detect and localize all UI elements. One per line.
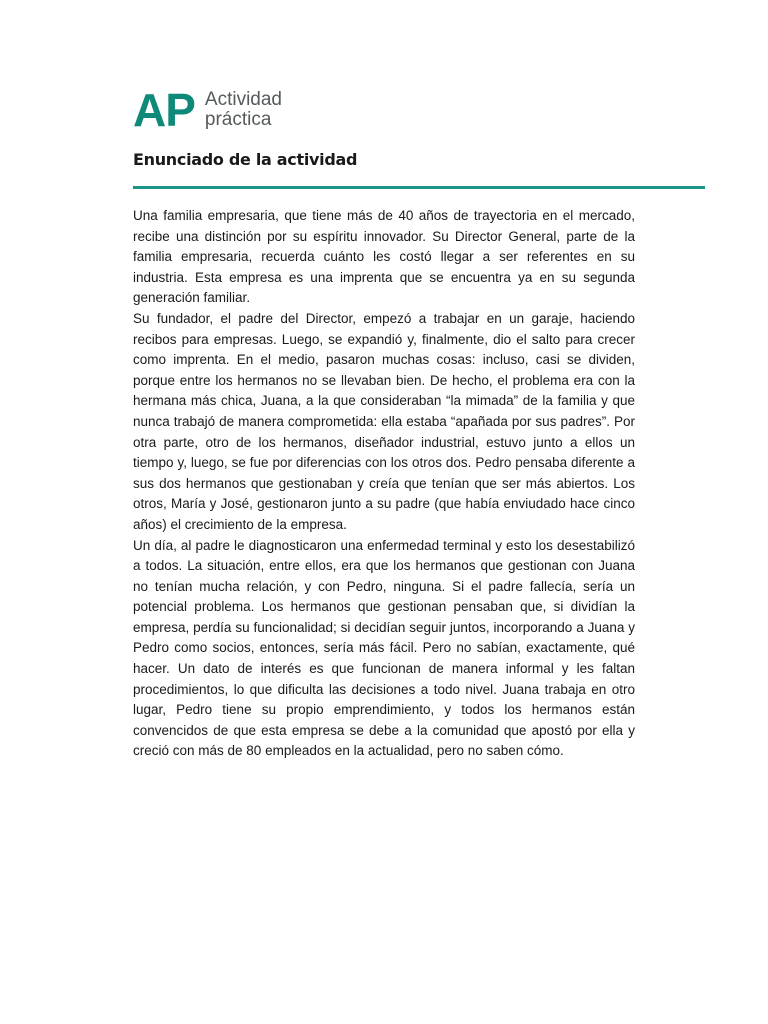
paragraph-1: Una familia empresaria, que tiene más de 40 años de trayectoria en el mercado, recibe una distinción por su espíritu innovador. Su Director General, parte de la familia empresaria, recuerda cuánto les costó llegar a ser referentes en su industria. Esta empresa es una imprenta que se encuentra ya en su segunda generación familiar. bbox=[133, 208, 635, 306]
page-title: Enunciado de la actividad bbox=[133, 150, 358, 169]
logo-text bbox=[205, 90, 282, 130]
logo-text-line1: Actividad bbox=[204, 89, 283, 110]
paragraph-3: Un día, al padre le diagnosticaron una enfermedad terminal y esto los desestabilizó a todos. La situación, entre ellos, era que los hermanos que gestionan con Juana no tenían mucha relación, y con Pedro, ninguna. Si el padre fallecía, sería un potencial problema. Los hermanos que gestionan pensaban que, si dividían la empresa, perdía su funcionalidad; si decidían seguir juntos, incorporando a Juana y Pedro como socios, entonces, sería más fácil. Pero no sabían, exactamente, qué hacer. Un dato de interés es que funcionan de manera informal y les faltan procedimientos, lo que dificulta las decisiones a todo nivel. Juana trabaja en otro lugar, Pedro tiene su propio emprendimiento, y todos los hermanos están convencidos de que esta empresa se debe a la comunidad que apostó por ella y creció con más de 80 empleados en la actualidad, pero no saben cómo. bbox=[133, 537, 635, 759]
divider-line bbox=[133, 186, 705, 189]
activity-statement bbox=[133, 206, 635, 762]
logo-text-line2: práctica bbox=[204, 109, 272, 130]
activity-logo bbox=[133, 86, 282, 134]
paragraph-2: Su fundador, el padre del Director, empezó a trabajar en un garaje, haciendo recibos para empresas. Luego, se expandió y, finalmente, dio el salto para crecer como imprenta. En el medio, pasaron muchas cosas: incluso, casi se dividen, porque entre los hermanos no se llevaban bien. De hecho, el problema era con la hermana más chica, Juana, a la que consideraban “la mimada” de la familia y que nunca trabajó de manera comprometida: ella estaba “apañada por sus padres”. Por otra parte, otro de los hermanos, diseñador industrial, estuvo junto a ellos un tiempo y, luego, se fue por diferencias con los otros dos. Pedro pensaba diferente a sus dos hermanos que gestionaban y creía que tenían que ser más abiertos. Los otros, María y José, gestionaron junto a su padre (que había enviudado hace cinco años) el crecimiento de la empresa. bbox=[133, 310, 635, 532]
logo-mark: AP bbox=[133, 84, 195, 136]
